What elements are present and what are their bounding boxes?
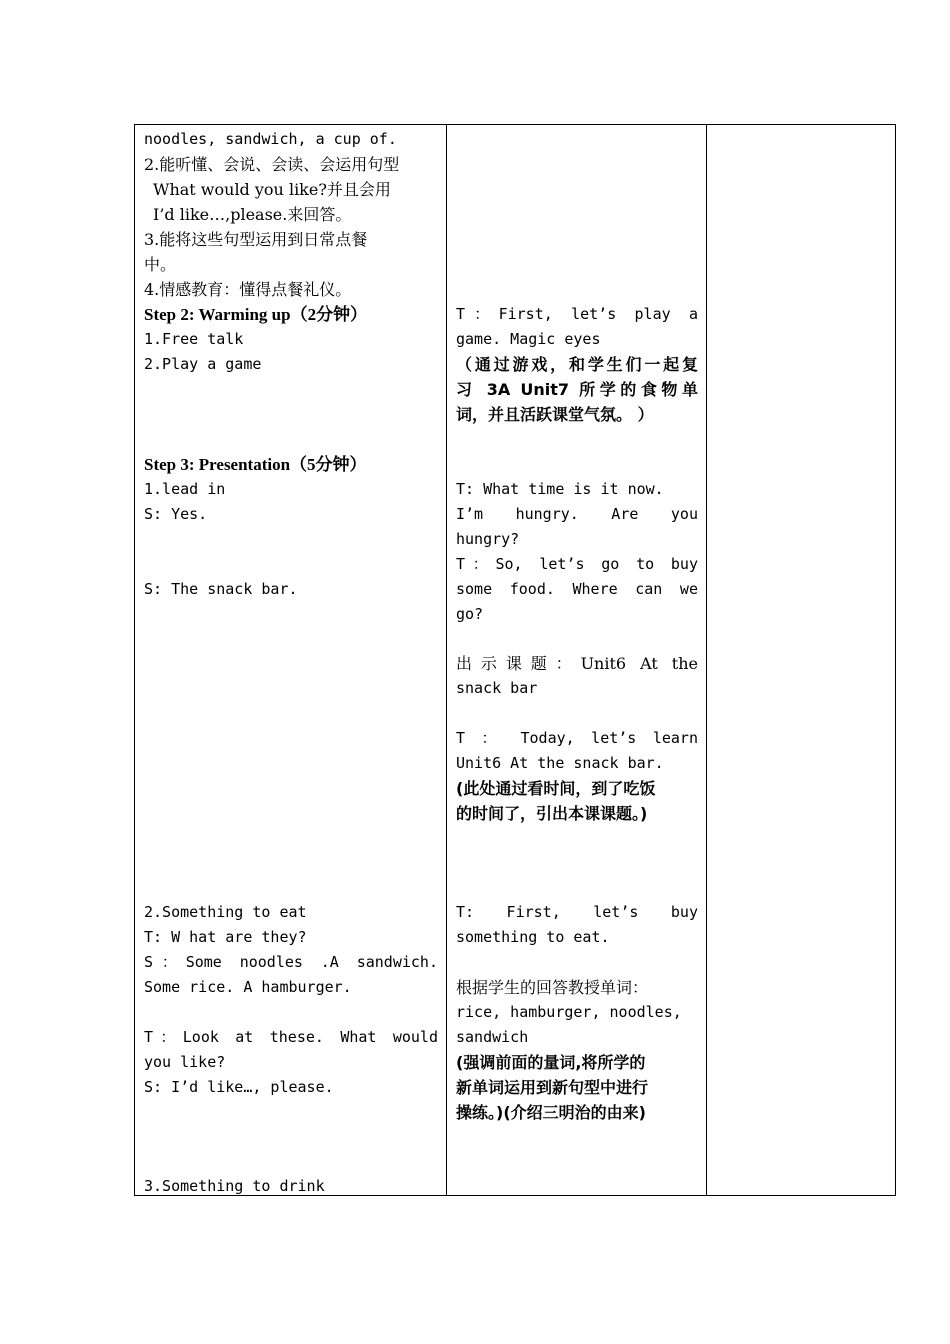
note-line: (强调前面的量词,将所学的 xyxy=(456,1053,646,1072)
lesson-plan-table xyxy=(134,124,896,1196)
text-line: 4.情感教育：懂得点餐礼仪。 xyxy=(144,280,352,299)
text-line: game. Magic eyes xyxy=(456,330,601,348)
text-line: noodles, sandwich, a cup of. xyxy=(144,130,397,148)
text-line: S：Some noodles .A sandwich. xyxy=(144,953,438,971)
text-line: snack bar xyxy=(456,679,538,697)
text-line: 3.能将这些句型运用到日常点餐 xyxy=(144,230,368,249)
text-line: Unit6 At the snack bar. xyxy=(456,754,664,772)
table-row xyxy=(135,125,896,1196)
text-line: What would you like?并且会用 xyxy=(153,180,391,199)
empty-column xyxy=(707,125,896,1196)
text-line: hungry? xyxy=(456,530,520,548)
text-line: sandwich xyxy=(456,1028,529,1046)
text-line: S: Yes. xyxy=(144,505,208,523)
text-line: 2.Play a game xyxy=(144,355,262,373)
text-line: go? xyxy=(456,605,484,623)
text-line: some food. Where can we xyxy=(456,580,698,598)
text-line: T: What time is it now. xyxy=(456,480,664,498)
note-line: (此处通过看时间，到了吃饭 xyxy=(456,779,656,798)
section-heading: Step 3: Presentation（5分钟） xyxy=(144,455,367,474)
note-line: 习 3A Unit7 所学的食物单 xyxy=(456,380,698,399)
text-line: S: I’d like…, please. xyxy=(144,1078,334,1096)
note-line: 新单词运用到新句型中进行 xyxy=(456,1078,649,1097)
text-line: T：First, let’s play a xyxy=(456,305,698,323)
text-line: you like? xyxy=(144,1053,226,1071)
text-line: 出示课题：Unit6 At the xyxy=(456,654,698,673)
text-line: T：Look at these. What would xyxy=(144,1028,438,1046)
text-line: 根据学生的回答教授单词： xyxy=(456,978,649,997)
text-line: 中。 xyxy=(144,255,177,274)
activity-column xyxy=(135,125,447,1196)
text-line: S: The snack bar. xyxy=(144,580,298,598)
text-line: I’d like…,please.来回答。 xyxy=(153,205,352,224)
text-line: T: First, let’s buy xyxy=(456,903,698,921)
text-line: 3.Something to drink xyxy=(144,1177,325,1195)
text-line: I’m hungry. Are you xyxy=(456,505,698,523)
note-line: 的时间了，引出本课课题。) xyxy=(456,804,648,823)
text-line: 1.lead in xyxy=(144,480,226,498)
section-heading: Step 2: Warming up（2分钟） xyxy=(144,305,368,324)
text-line: 2.Something to eat xyxy=(144,903,307,921)
text-line: T：So, let’s go to buy xyxy=(456,555,698,573)
note-line: （通过游戏，和学生们一起复 xyxy=(456,355,698,374)
text-line: T: W hat are they? xyxy=(144,928,307,946)
text-line: 1.Free talk xyxy=(144,330,244,348)
note-line: 操练。)(介绍三明治的由来) xyxy=(456,1103,646,1122)
note-line: 词，并且活跃课堂气氛。 ） xyxy=(456,405,654,424)
teacher-notes-column xyxy=(447,125,707,1196)
text-line: something to eat. xyxy=(456,928,610,946)
text-line: rice, hamburger, noodles, xyxy=(456,1003,682,1021)
text-line: T ： Today, let’s learn xyxy=(456,729,698,747)
text-line: Some rice. A hamburger. xyxy=(144,978,352,996)
text-line: 2.能听懂、会说、会读、会运用句型 xyxy=(144,155,400,174)
